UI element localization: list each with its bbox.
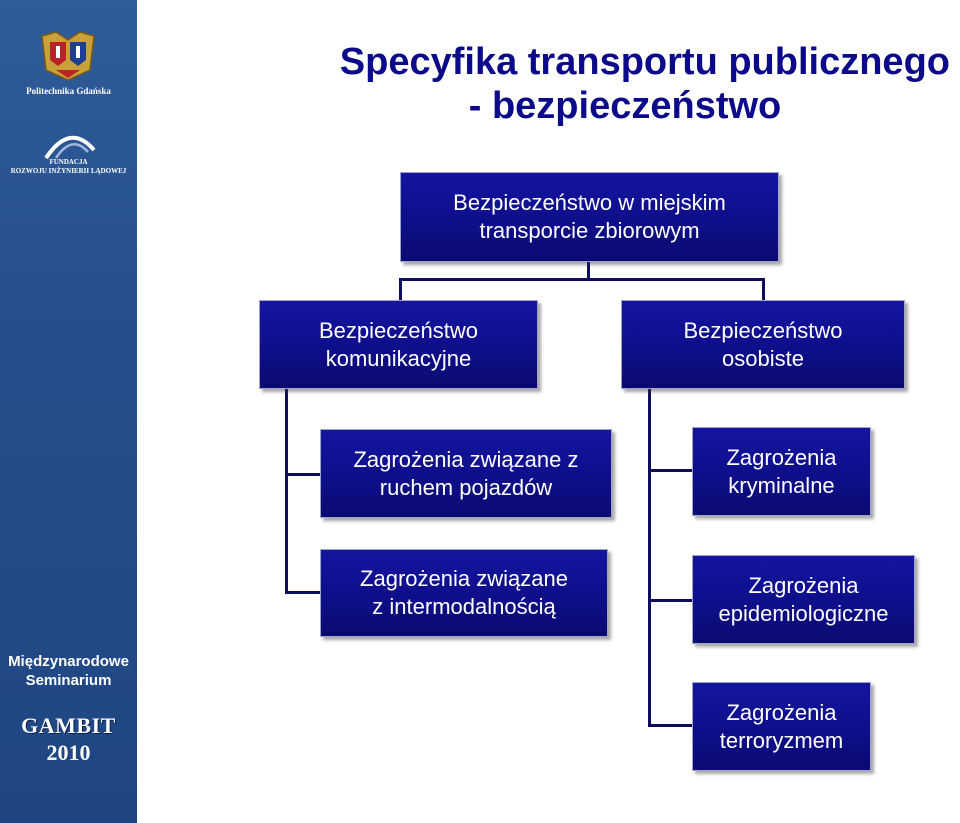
university-name: Politechnika Gdańska: [26, 86, 111, 96]
node-traffic-threats: Zagrożenia związane z ruchem pojazdów: [320, 429, 612, 518]
foundation-line-1: FUNDACJA: [49, 158, 88, 166]
connector-right-child-3: [648, 724, 692, 727]
foundation-line-2: ROZWOJU INŻYNIERII LĄDOWEJ: [10, 167, 127, 175]
connector-right-trunk: [648, 389, 651, 727]
node-personal-safety: Bezpieczeństwo osobiste: [621, 300, 905, 389]
university-crest-icon: [36, 30, 100, 82]
node-intermodality-threats: Zagrożenia związane z intermodalnością: [320, 549, 608, 637]
title-line-2: - bezpieczeństwo: [468, 85, 782, 127]
foundation-name: [0, 158, 137, 176]
node-criminal-threats: Zagrożenia kryminalne: [692, 427, 871, 516]
connector-left-child-1: [285, 473, 321, 476]
seminar-label: [0, 652, 137, 690]
title-line-1: Specyfika transportu publicznego: [339, 41, 950, 83]
connector-right-child-1: [648, 469, 692, 472]
foundation-logo-icon: [42, 128, 98, 160]
connector-left-trunk: [285, 389, 288, 593]
seminar-line-2: Seminarium: [25, 672, 112, 689]
node-epidemiological-threats: Zagrożenia epidemiologiczne: [692, 555, 915, 644]
connector-left-drop: [399, 278, 402, 300]
event-year: 2010: [46, 740, 91, 765]
node-terrorism-threats: Zagrożenia terroryzmem: [692, 682, 871, 771]
sidebar: [0, 0, 137, 823]
connector-right-child-2: [648, 599, 692, 602]
event-name: GAMBIT: [21, 713, 116, 738]
node-root: Bezpieczeństwo w miejskim transporcie zbiorowym: [400, 172, 779, 262]
connector-left-child-2: [285, 591, 321, 594]
seminar-line-1: Międzynarodowe: [8, 653, 129, 670]
connector-root-bar: [399, 278, 765, 281]
page-title: [150, 40, 950, 128]
node-communication-safety: Bezpieczeństwo komunikacyjne: [259, 300, 538, 389]
connector-right-drop: [762, 278, 765, 300]
